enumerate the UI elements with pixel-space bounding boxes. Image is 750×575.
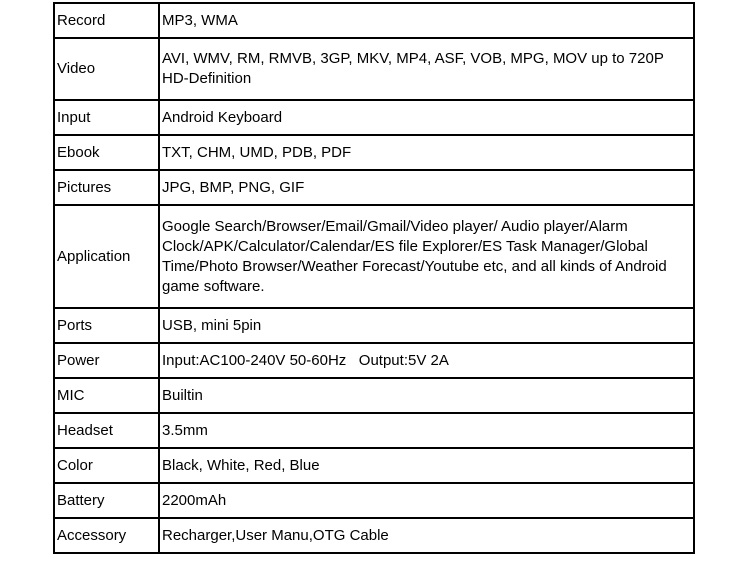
spec-label: Accessory (54, 518, 159, 553)
spec-label: Color (54, 448, 159, 483)
spec-label: Ebook (54, 135, 159, 170)
spec-row-application (54, 205, 694, 308)
spec-value: AVI, WMV, RM, RMVB, 3GP, MKV, MP4, ASF, VOB, MPG, MOV up to 720P HD-Definition (159, 38, 694, 100)
spec-label: Ports (54, 308, 159, 343)
spec-row-accessory (54, 518, 694, 553)
spec-value: Google Search/Browser/Email/Gmail/Video player/ Audio player/Alarm Clock/APK/Calculator/Calendar/ES file Explorer/ES Task Manager/Global Time/Photo Browser/Weather Forecast/Youtube etc, and all kinds of Android game software. (159, 205, 694, 308)
spec-label: Video (54, 38, 159, 100)
spec-value: Input:AC100-240V 50-60Hz Output:5V 2A (159, 343, 694, 378)
spec-row-ebook (54, 135, 694, 170)
spec-value: Android Keyboard (159, 100, 694, 135)
spec-value: Builtin (159, 378, 694, 413)
spec-row-video (54, 38, 694, 100)
spec-label: Power (54, 343, 159, 378)
spec-row-battery (54, 483, 694, 518)
spec-value: JPG, BMP, PNG, GIF (159, 170, 694, 205)
spec-label: Pictures (54, 170, 159, 205)
spec-value: USB, mini 5pin (159, 308, 694, 343)
spec-label: MIC (54, 378, 159, 413)
spec-row-ports (54, 308, 694, 343)
spec-row-power (54, 343, 694, 378)
spec-row-mic (54, 378, 694, 413)
spec-label: Record (54, 3, 159, 38)
spec-row-record (54, 3, 694, 38)
spec-value: 2200mAh (159, 483, 694, 518)
spec-label: Battery (54, 483, 159, 518)
spec-value: MP3, WMA (159, 3, 694, 38)
spec-value: TXT, CHM, UMD, PDB, PDF (159, 135, 694, 170)
spec-table (53, 2, 695, 554)
spec-label: Headset (54, 413, 159, 448)
spec-row-headset (54, 413, 694, 448)
spec-value: Black, White, Red, Blue (159, 448, 694, 483)
spec-value: Recharger,User Manu,OTG Cable (159, 518, 694, 553)
spec-label: Application (54, 205, 159, 308)
spec-row-pictures (54, 170, 694, 205)
spec-value: 3.5mm (159, 413, 694, 448)
spec-label: Input (54, 100, 159, 135)
spec-row-input (54, 100, 694, 135)
spec-row-color (54, 448, 694, 483)
